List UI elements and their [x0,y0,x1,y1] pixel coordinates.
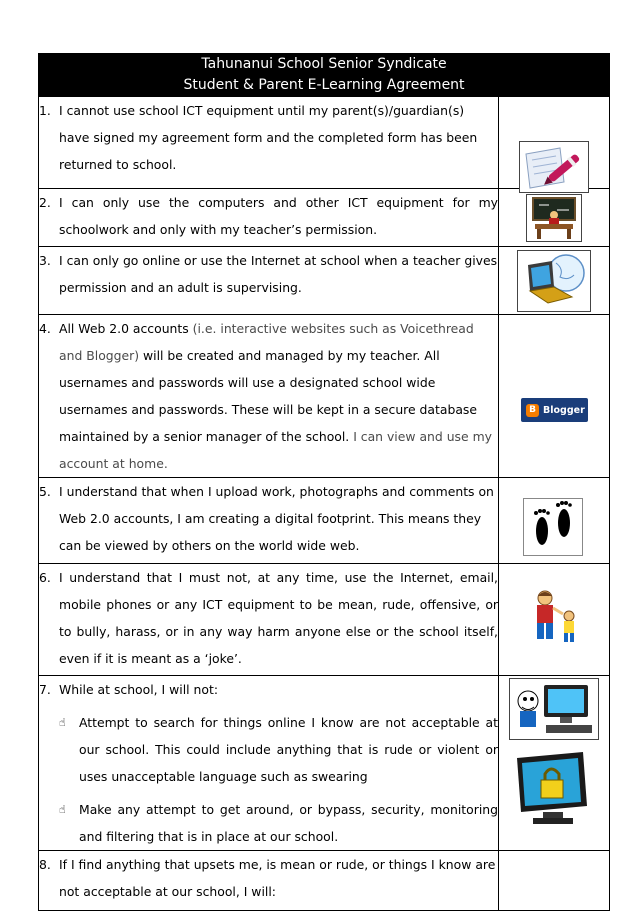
table-row [39,676,610,851]
computer-lock-icon [513,750,593,830]
item-text: All Web 2.0 accounts (i.e. interactive websites such as Voicethread and Blogger) will be created and managed by my teacher. All usernames and passwords will use a designated school wide usernames and passwords. These will be kept in a secure database maintained by a senior manager of the school. I can view and use my account at home. [59,321,492,471]
agreement-table [38,53,610,911]
footprints-icon [523,498,583,556]
bully-icon [529,588,581,644]
list-item [59,796,498,850]
item-number: 1. [39,103,51,118]
item-number: 8. [39,857,51,872]
list-item [59,709,498,790]
table-row [39,851,610,911]
item-number: 4. [39,321,51,336]
pointing-hand-icon: ☝ [59,716,66,729]
item-number: 6. [39,570,51,585]
item-text: While at school, I will not: [59,682,219,697]
item-number: 2. [39,195,51,210]
item-picture-cell [499,315,610,478]
item-picture-cell [499,478,610,564]
item-text: I cannot use school ICT equipment until my parent(s)/guardian(s) have signed my agreement form and the completed form has been returned to school. [59,103,478,172]
item-number: 7. [39,682,51,697]
pen-paper-icon [519,141,589,193]
blogger-logo-text: Blogger [543,404,585,416]
bullet-text: Attempt to search for things online I know are not acceptable at our school. This could include anything that is rude or violent or uses unacceptable language such as swearing [79,715,498,784]
header-title: Tahunanui School Senior Syndicate [201,56,447,72]
item-picture-cell [499,676,610,851]
agreement-page [38,53,609,911]
item-picture-cell [499,564,610,676]
item-picture-cell [499,851,610,911]
item-text: If I find anything that upsets me, is mean or rude, or things I know are not acceptable at our school, I will: [59,857,496,899]
blogger-b-icon: B [526,404,539,417]
computer-cartoon-icon [509,678,599,740]
item-picture-cell [499,97,610,189]
item-text: I can only use the computers and other ICT equipment for my schoolwork and only with my teacher’s permission. [59,195,498,237]
header-subtitle: Student & Parent E-Learning Agreement [183,77,465,93]
item-number: 5. [39,484,51,499]
pointing-hand-icon: ☝ [59,803,66,816]
teacher-desk-icon [526,194,582,242]
bullet-text: Make any attempt to get around, or bypass, security, monitoring and filtering that is in place at our school. [79,802,498,844]
laptop-globe-icon [517,250,591,312]
item-text: I understand that I must not, at any time, use the Internet, email, mobile phones or any ICT equipment to be mean, rude, offensive, or to bully, harass, or in any way harm anyone else or the school itself, even if it is meant as a ‘joke’. [59,570,498,666]
item-picture-cell [499,247,610,315]
table-row [39,478,610,564]
item-picture-cell [499,189,610,247]
table-row [39,189,610,247]
item-text: I understand that when I upload work, photographs and comments on Web 2.0 accounts, I am creating a digital footprint. This means they can be viewed by others on the world wide web. [59,484,494,553]
table-row [39,564,610,676]
agreement-header [39,54,610,97]
table-row [39,315,610,478]
table-row [39,97,610,189]
item-text: I can only go online or use the Internet at school when a teacher gives permission and an adult is supervising. [59,253,498,295]
blogger-logo-icon [521,398,588,422]
item-number: 3. [39,253,51,268]
table-row [39,247,610,315]
